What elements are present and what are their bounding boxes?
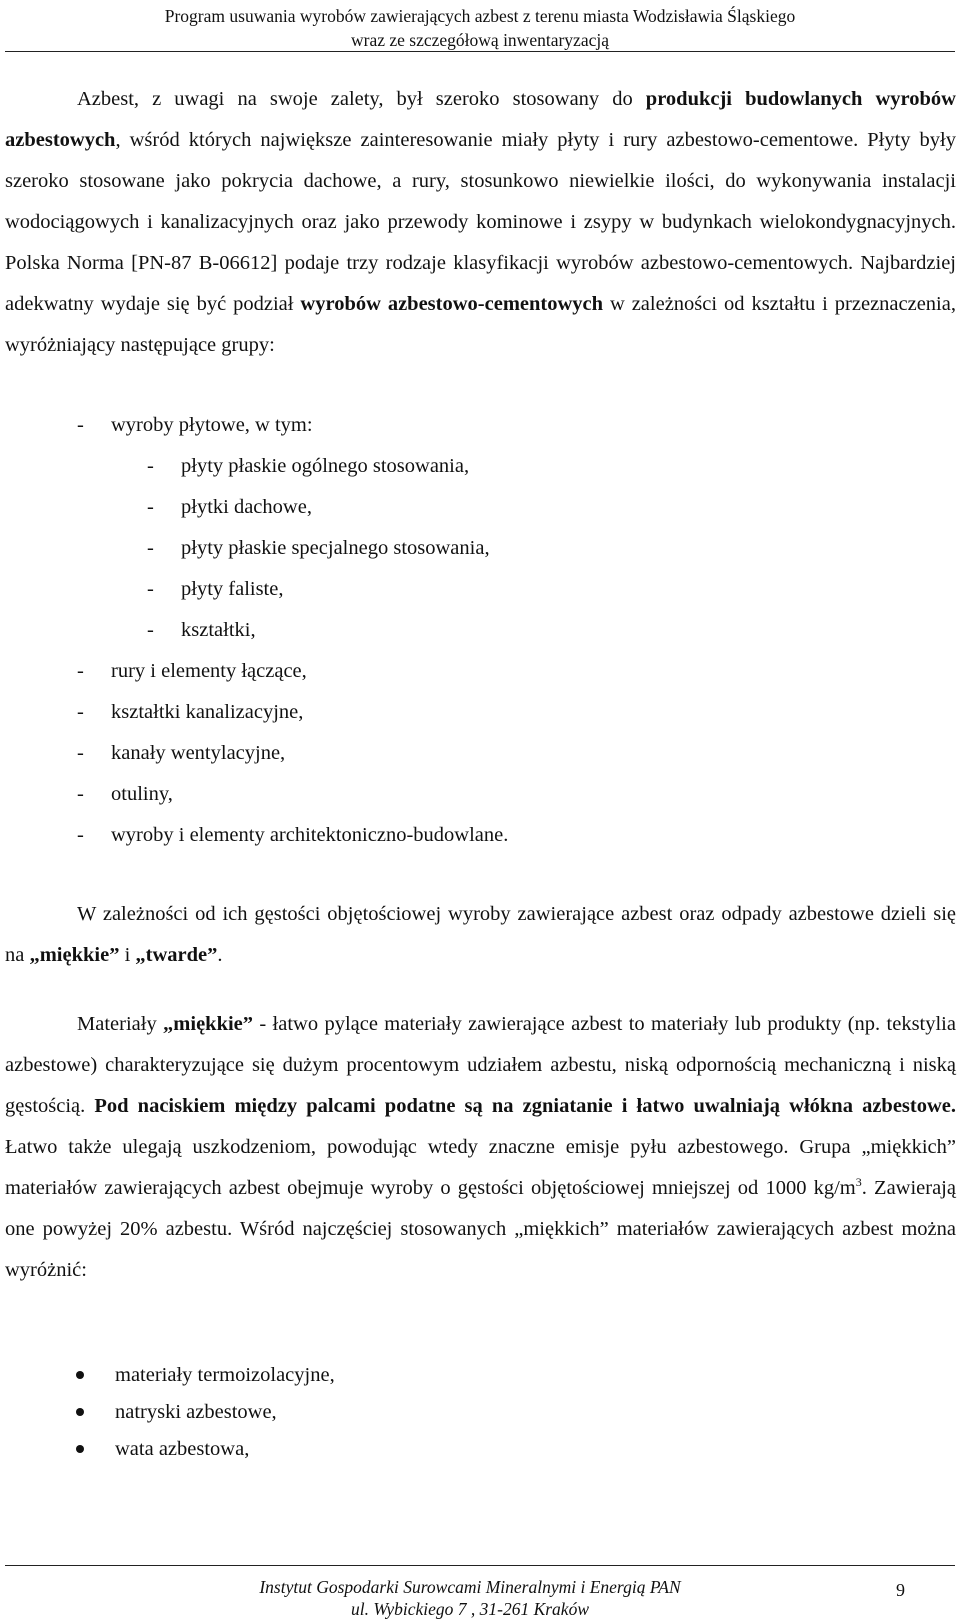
paragraph-asbestos-uses bbox=[5, 79, 956, 366]
list-item: - kształtki kanalizacyjne, bbox=[77, 701, 304, 723]
list-item: - otuliny, bbox=[77, 783, 173, 805]
header-title: Program usuwania wyrobów zawierających azbest z terenu miasta Wodzisławia Śląskiego bbox=[164, 6, 796, 26]
list-item: - kształtki, bbox=[147, 619, 256, 641]
bullet-list-item: natryski azbestowe, bbox=[115, 1401, 277, 1423]
list-item: - wyroby i elementy architektoniczno-budowlane. bbox=[77, 824, 509, 846]
list-item: - rury i elementy łączące, bbox=[77, 660, 307, 682]
list-item: - płyty płaskie specjalnego stosowania, bbox=[147, 537, 490, 559]
p2-bold-soft: „miękkie” bbox=[29, 944, 120, 966]
bullet-icon bbox=[76, 1445, 84, 1453]
p3-bold-2: Pod naciskiem między palcami podatne są na zgniatanie i łatwo uwalniają włókna azbestowe. bbox=[94, 1095, 956, 1117]
p3-bold-1: „miękkie” bbox=[163, 1013, 254, 1035]
p1-bold-1: produkcji budowlanych wyrobów azbestowych bbox=[5, 88, 956, 151]
p2-text-2: i bbox=[119, 944, 136, 966]
p2-bold-hard: „twarde” bbox=[135, 944, 218, 966]
p1-text-2: , wśród których największe zainteresowanie miały płyty i rury azbestowo-cementowe. Płyty były szeroko stosowane jako pokrycia dachowe, a rury, stosunkowo niewielkie ilości, do wykonywania instalacji wodociągowych i kanalizacyjnych oraz jako przewody kominowe i zsypy w budynkach wielokondygnacyjnych. Polska Norma [PN-87 B-06612] podaje trzy rodzaje klasyfikacji wyrobów azbestowo-cementowych. Najbardziej adekwatny wydaje się być podział bbox=[5, 129, 956, 315]
page-header bbox=[0, 4, 960, 52]
p3-text-2: - łatwo pylące materiały zawierające azbest to materiały lub produkty (np. tekstylia azbestowe) charakteryzujące się dużym procentowym udziałem azbestu, niską odpornością mechaniczną i niską gęstością. bbox=[5, 1013, 956, 1117]
p3-text-4: . Zawierają one powyżej 20% azbestu. Wśród najczęściej stosowanych „miękkich” materiałów zawierających azbest można wyróżnić: bbox=[5, 1177, 956, 1281]
page-number: 9 bbox=[896, 1580, 905, 1600]
p1-text-1: Azbest, z uwagi na swoje zalety, był szeroko stosowany do bbox=[77, 88, 646, 110]
header-divider bbox=[5, 51, 955, 52]
list-item: - płyty faliste, bbox=[147, 578, 284, 600]
paragraph-density-classes bbox=[5, 894, 956, 976]
list-item: - płytki dachowe, bbox=[147, 496, 312, 518]
superscript-3: 3 bbox=[855, 1175, 862, 1190]
footer-divider bbox=[5, 1565, 955, 1566]
list-item: - wyroby płytowe, w tym: bbox=[77, 414, 313, 436]
bullet-list-item: materiały termoizolacyjne, bbox=[115, 1364, 335, 1386]
bullet-icon bbox=[76, 1408, 84, 1416]
list-item: - płyty płaskie ogólnego stosowania, bbox=[147, 455, 470, 477]
footer-institution: Instytut Gospodarki Surowcami Mineralnymi i Energią PAN bbox=[259, 1577, 681, 1597]
header-subtitle: wraz ze szczegółową inwentaryzacją bbox=[351, 30, 609, 50]
paragraph-soft-materials bbox=[5, 1004, 956, 1291]
p1-text-3: w zależności od kształtu i przeznaczenia, wyróżniający następujące grupy: bbox=[5, 293, 956, 356]
p2-text-1: W zależności od ich gęstości objętościowej wyroby zawierające azbest oraz odpady azbestowe dzieli się na bbox=[5, 903, 956, 966]
bullet-icon bbox=[76, 1371, 84, 1379]
list-item: - kanały wentylacyjne, bbox=[77, 742, 286, 764]
p1-bold-2: wyrobów azbestowo-cementowych bbox=[300, 293, 604, 315]
bullet-list-item: wata azbestowa, bbox=[115, 1438, 250, 1460]
p3-text-1: Materiały bbox=[77, 1013, 164, 1035]
p3-text-3: Łatwo także ulegają uszkodzeniom, powodując wtedy znaczne emisje pyłu azbestowego. Grupa „miękkich” materiałów zawierających azbest obejmuje wyroby o gęstości objętościowej mniejszej od 1000 kg/m bbox=[5, 1136, 956, 1199]
p2-text-3: . bbox=[217, 944, 223, 966]
footer-address: ul. Wybickiego 7 , 31-261 Kraków bbox=[350, 1599, 589, 1619]
